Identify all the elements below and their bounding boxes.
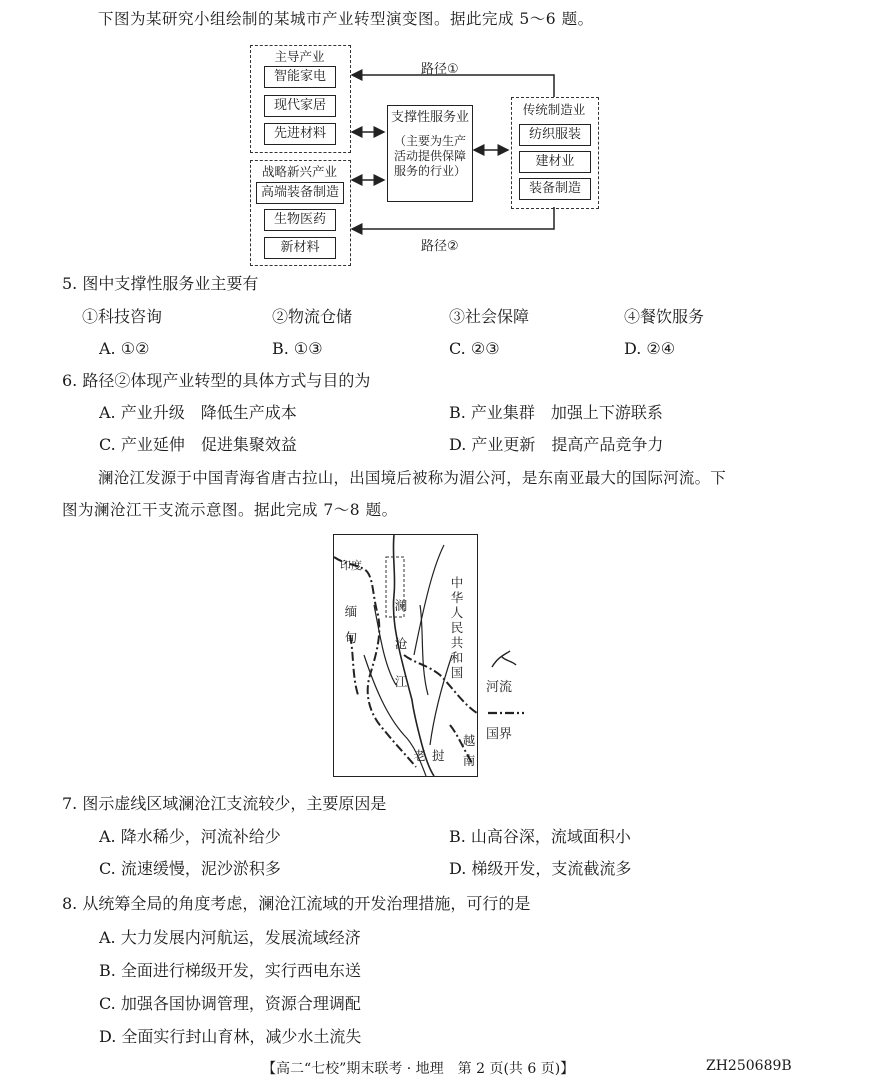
strategic-item-2: 生物医药: [264, 209, 336, 231]
map-label-vietnam: 越南: [462, 733, 476, 768]
page-footer: 【高二“七校”期末联考 · 地理 第 2 页(共 6 页)】: [262, 1061, 575, 1077]
q8-stem: 8. 从统筹全局的角度考虑，澜沧江流域的开发治理措施，可行的是: [62, 894, 531, 913]
path1-label: 路径①: [421, 62, 459, 77]
path2-label: 路径②: [421, 239, 459, 254]
traditional-item-2: 建材业: [519, 151, 591, 173]
support-title: 支撑性服务业: [390, 110, 469, 125]
q8-option-d[interactable]: D. 全面实行封山育林，减少水土流失: [99, 1027, 362, 1046]
q5-item-1: ①科技咨询: [82, 307, 163, 326]
q6-option-c[interactable]: C. 产业延伸 促进集聚效益: [99, 435, 297, 454]
diagram-arrows: [0, 0, 889, 300]
q5-item-2: ②物流仓储: [272, 307, 353, 326]
q7-option-d[interactable]: D. 梯级开发，支流截流多: [449, 859, 632, 878]
lead-item-1: 智能家电: [264, 66, 336, 88]
map-label-river: 澜沧江: [394, 598, 408, 689]
q5-item-3: ③社会保障: [449, 307, 530, 326]
traditional-item-3: 装备制造: [519, 178, 591, 200]
strategic-item-3: 新材料: [264, 237, 336, 259]
intro-text-2-line-1: 澜沧江发源于中国青海省唐古拉山，出国境后被称为湄公河，是东南亚最大的国际河流。下: [98, 469, 727, 487]
traditional-industry-title: 传统制造业: [522, 102, 586, 117]
map-label-china: 中华人民共和国: [450, 575, 464, 680]
map-label-laos: 老挝: [413, 748, 451, 763]
q6-stem: 6. 路径②体现产业转型的具体方式与目的为: [62, 371, 371, 390]
q8-option-a[interactable]: A. 大力发展内河航运，发展流域经济: [99, 928, 361, 947]
q5-stem: 5. 图中支撑性服务业主要有: [62, 274, 259, 293]
q6-option-b[interactable]: B. 产业集群 加强上下游联系: [449, 403, 663, 422]
strategic-item-1: 高端装备制造: [256, 182, 344, 204]
q6-option-a[interactable]: A. 产业升级 降低生产成本: [99, 403, 297, 422]
q7-stem: 7. 图示虚线区域澜沧江支流较少，主要原因是: [62, 794, 387, 813]
q7-option-b[interactable]: B. 山高谷深，流域面积小: [449, 827, 631, 846]
q8-option-c[interactable]: C. 加强各国协调管理，资源合理调配: [99, 994, 361, 1013]
legend-river-label: 河流: [486, 680, 513, 695]
q8-option-b[interactable]: B. 全面进行梯级开发，实行西电东送: [99, 961, 361, 980]
lead-industry-title: 主导产业: [274, 49, 325, 64]
strategic-industry-title: 战略新兴产业: [261, 164, 337, 179]
q5-option-a[interactable]: A. ①②: [99, 339, 150, 358]
support-note-1: （主要为生产: [393, 134, 466, 148]
intro-text-1: 下图为某研究小组绘制的某城市产业转型演变图。据此完成 5～6 题。: [98, 10, 594, 28]
q5-item-4: ④餐饮服务: [624, 307, 705, 326]
lancang-river-map: [333, 534, 478, 777]
q7-option-c[interactable]: C. 流速缓慢，泥沙淤积多: [99, 859, 281, 878]
traditional-item-1: 纺织服装: [519, 124, 591, 146]
exam-code: ZH250689B: [706, 1058, 792, 1074]
support-note-2: 活动提供保障: [393, 149, 466, 163]
q7-option-a[interactable]: A. 降水稀少，河流补给少: [99, 827, 281, 846]
lead-item-3: 先进材料: [264, 123, 336, 145]
intro-text-2-line-2: 图为澜沧江干支流示意图。据此完成 7～8 题。: [62, 501, 398, 519]
map-label-india: 印度: [340, 559, 362, 572]
q5-option-c[interactable]: C. ②③: [449, 339, 500, 358]
q5-option-b[interactable]: B. ①③: [272, 339, 323, 358]
legend-border-label: 国界: [486, 727, 513, 742]
q6-option-d[interactable]: D. 产业更新 提高产品竞争力: [449, 435, 664, 454]
map-label-myanmar: 缅甸: [344, 604, 358, 645]
q5-option-d[interactable]: D. ②④: [624, 339, 676, 358]
lead-item-2: 现代家居: [264, 95, 336, 117]
support-note-3: 服务的行业）: [393, 164, 466, 178]
